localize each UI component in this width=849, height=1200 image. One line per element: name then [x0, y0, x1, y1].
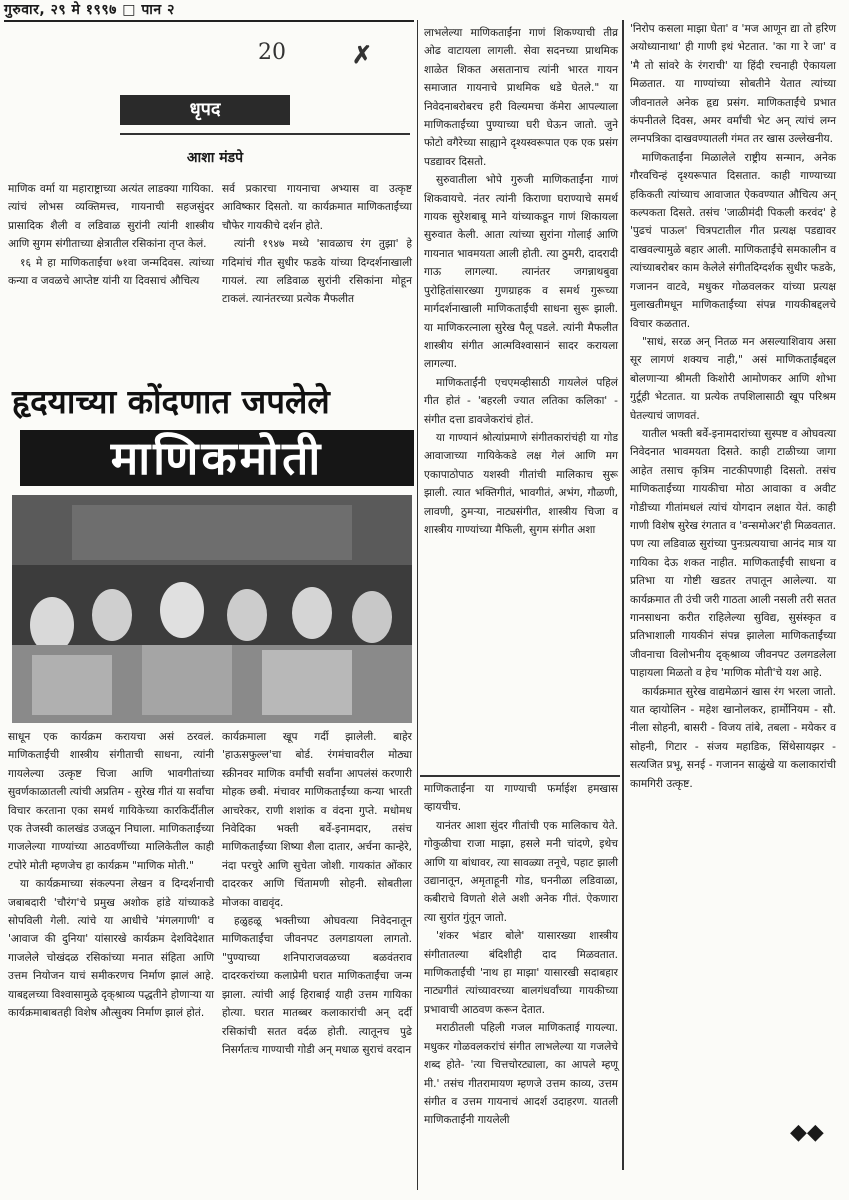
paragraph: हळुहळू भक्तीच्या ओघवत्या निवेदनातून माणिकताईंचा जीवनपट उलगडायला लागतो. "पुण्याच्या शनिपाराजवळच्या बळवंतराव दादरकरांच्या कलाप्रेमी घरात माणिकताईंचा जन्म झाला. त्यांची आई हिराबाई याही उत्तम गायिका होत्या. घरात मातब्बर कलाकारांची अन् दर्दी रसिकांची सतत वर्दळ होती. त्यातूनच पुढे निसर्गतःच गाण्याची गोडी अन् मधाळ सुराचं वरदान [222, 915, 412, 1056]
page-header: गुरुवार, २९ मे १९९७ □ पान २ [4, 0, 414, 22]
paragraph: लाभलेल्या माणिकताईंना गाणं शिकण्याची तीव्र ओढ वाटायला लागली. सेवा सदनच्या प्राथमिक शाळेत शिकत असतानाच त्यांनी भारत गायन समाजात गायनाचे प्राथमिक धडे घेतले." या निवेदनाबरोबरच हरी विल्यमचा कॅमेरा आपल्याला माणिकताईंच्या पुण्याच्या घरी घेऊन जातो. जुने फोटो वगैरेच्या साह्याने दृश्यस्वरूपात एक एक प्रसंग पडद्यावर दिसतो. [424, 27, 618, 168]
paragraph: १६ मे हा माणिकताईंचा ७१वा जन्मदिवस. त्यांच्या कन्या व जवळचे आप्तेष्ट यांनी या दिवसाचं औचित्य [8, 256, 214, 288]
headline-line2: माणिकमोती [20, 430, 414, 486]
column-rule [417, 20, 418, 1190]
rule [120, 133, 410, 135]
paragraph: मराठीतली पहिली गजल माणिकताई गायल्या. मधुकर गोळवलकरांचं संगीत लाभलेल्या या गजलेचे शब्द होते- 'त्या चित्तचोरट्याला, का आपले म्हणू मी.' तसंच गीतरामायण म्हणजे उत्तम काव्य, उत्तम संगीत व उत्तम गायनाचं आदर्श उदाहरण. यातली माणिकताईंनी गायलेली [424, 1022, 618, 1127]
byline: आशा मंडपे [186, 150, 244, 166]
section-rule [420, 775, 620, 777]
paragraph: माणिक वर्मा या महाराष्ट्राच्या अत्यंत लाडक्या गायिका. त्यांचं लोभस व्यक्तिमत्त्व, गायनाची सहजसुंदर प्रासादिक शैली व लडिवाळ सुरांनी त्यांनी शास्त्रीय आणि सुगम संगीताच्या क्षेत्रातील रसिकांना तृप्त केलं. [8, 183, 214, 251]
paragraph: त्यांनी १९४७ मध्ये 'सावळाच रंग तुझा' हे गदिमांचं गीत सुधीर फडके यांच्या दिग्दर्शनाखाली गायलं. त्या लडिवाळ सुरांनी रसिकांना मोहून टाकलं. त्यानंतरच्या प्रत्येक मैफलीत [222, 238, 412, 306]
paragraph: या गाण्यानं श्रोत्यांप्रमाणे संगीतकारांचंही या गोड आवाजाच्या गायिकेकडे लक्ष गेलं आणि मग एकापाठोपाठ यशस्वी गीतांची मालिकाच सुरू झाली. त्यात भक्तिगीतं, भावगीतं, अभंग, गौळणी, लावणी, ठुमऱ्या, नाट्यसंगीत, शास्त्रीय चिजा व शास्त्रीय गाण्यांच्या मैफिली, सुगम संगीत अशा [424, 431, 618, 536]
end-mark: ◆◆ [790, 1120, 824, 1145]
paragraph: या कार्यक्रमाच्या संकल्पना लेखन व दिग्दर्शनाची जबाबदारी 'चौरंग'चे प्रमुख अशोक हांडे यांच्याकडे सोपविली गेली. त्यांचे या आधीचे 'मंगलगाणी' व 'आवाज की दुनिया' यांसारखे कार्यक्रम देशविदेशात गाजलेले चोखंदळ रसिकांच्या मनात संहिता आणि उत्तम नियोजन याचं समीकरणच निर्माण झालं आहे. याबद्दलच्या विश्वासामुळे दृक्‌श्राव्य पद्धतीने होणाऱ्या या कार्यक्रमाबाबतही विशेष औत्सुक्य निर्माण झालं होतं. [8, 878, 214, 1020]
paragraph: यातील भक्ती बर्वे-इनामदारांच्या सुस्पष्ट व ओघवत्या निवेदनात भावमयता दिसते. काही टाळीच्या जागा आहेत तसाच कृत्रिम नाटकीपणाही दिसतो. तसंच माणिकताईंच्या गायकीचा मोठा आवाका व अवीट गोडीच्या गीतांमधलं त्यांचं योगदान लक्षात येतं. काही गाणी विशेष सुरेख रंगतात व 'वन्समोअर'ही मिळवतात. पण त्या लडिवाळ सुरांच्या पुनःप्रत्ययाचा आनंद मात्र या गायिका देऊ शकत नाहीत. माणिकताईंची साधना व प्रतिभा या गोष्टी खडतर तपातून आलेल्या. या कार्यक्रमात ती उंची जरी गाठता आली नसली तरी सतत गानसाधना करीत राहिलेल्या सुविद्य, सुसंस्कृत व प्रतिभाशाली गायकीनं संपन्न झालेला माणिकताईंच्या जीवनाचा विलोभनीय दृक्‌श्राव्य जीवनपट उलगडलेला पाहायला मिळतो व हेच 'माणिक मोती'चे यश आहे. [630, 427, 836, 680]
column-rule [622, 20, 624, 1170]
stage-performance-photo [12, 495, 412, 723]
paragraph: "साधं, सरळ अन् नितळ मन असल्याशिवाय असा सूर लागणं शक्यच नाही," असं माणिकताईंबद्दल बोलणाऱ्या श्रीमती किशोरी आमोणकर आणि शोभा गुर्टूही भेटतात. या प्रत्येक तपशिलासाठी खूप परिश्रम घेतल्याचं जाणवतं. [630, 335, 836, 422]
article-col3 [424, 24, 618, 539]
paragraph: सुरुवातीला भोपे गुरुजी माणिकताईंना गाणं शिकवायचे. नंतर त्यांनी किराणा घराण्याचे समर्थ गायक सुरेशबाबू माने यांच्याकडून गाणं शिकायला सुरुवात केली. आता त्यांच्या सुरांना गोलाई आणि गायनात भावमयता आली होती. त्या ठुमरी, दादरादी गाऊ लागल्या. त्यानंतर जगन्नाथबुवा पुरोहितांसारख्या गुणग्राहक व समर्थ गुरूच्या मार्गदर्शनाखाली माणिकताईंची साधना सुरू झाली. या माणिकरत्नाला सुरेख पैलू पडले. त्यांनी मैफलीत शास्त्रीय संगीत आत्मविश्वासानं सादर करायला लागल्या. [424, 174, 618, 371]
paragraph: माणिकताईंनी एचएमव्हीसाठी गायलेलं पहिलं गीत होतं - 'बहरली ज्यात लतिका कलिका' - संगीत दत्ता डावजेकरांचं होतं. [424, 376, 618, 426]
article-col1-bottom [8, 728, 214, 1023]
article-col3-bottom [424, 780, 618, 1130]
section-label: धृपद [120, 95, 290, 125]
paragraph: 'निरोप कसला माझा घेता' व 'मज आणून द्या तो हरिण अयोध्यानाथा' ही गाणी इथं भेटतात. 'का गा रे जा' व 'मै तो सांवरे के रंगराची' या हिंदी रचनाही ऐकायला मिळतात. या गाण्यांच्या सोबतीने येतात त्यांच्या जीवनातले अनेक हृद्य प्रसंग. माणिकताईंचे प्रभात कंपनीतले दिवस, अमर वर्मांची भेट अन् त्यांचं लग्न लग्नपत्रिका दाखवण्यातली गंमत तर खास उल्लेखनीय. [630, 23, 836, 146]
headline-line1: हृदयाच्या कोंदणात जपलेले [12, 382, 330, 421]
article-col2-bottom [222, 728, 412, 1059]
paragraph: कार्यक्रमाला खूप गर्दी झालेली. बाहेर 'हाऊसफुल्ल'चा बोर्ड. रंगमंचावरील मोठ्या स्क्रीनवर माणिक वर्मांची सर्वांना आपलंसं करणारी मोहक छबी. मंचावर माणिकताईंच्या कन्या भारती आचरेकर, राणी शशांक व वंदना गुप्ते. मधोमध निवेदिका भक्ती बर्वे-इनामदार, तसंच माणिकताईंच्या शिष्या शैला दातार, अर्चना कान्हेरे, नंदा परचुरे आणि सुचेता जोशी. गायकांत ओंकार दादरकर आणि चिंतामणी सोहनी. सोबतीला मोजका वाद्यवृंद. [222, 731, 412, 909]
paragraph: 'शंकर भंडार बोले' यासारख्या शास्त्रीय संगीतातल्या बंदिशीही दाद मिळवतात. माणिकताईंची 'नाथ हा माझा' यासारखी सदाबहार नाट्यगीतं त्यांच्यावरच्या बालगंधर्वांच्या गायकीच्या प्रभावाची आठवण करून देतात. [424, 930, 618, 1016]
paragraph: साधून एक कार्यक्रम करायचा असं ठरवलं. माणिकताईंची शास्त्रीय संगीताची साधना, त्यांनी गायलेल्या उत्कृष्ट चिजा आणि भावगीतांच्या सुवर्णकाळातली त्यांची अप्रतिम - सुरेख गीतं या सर्वांचा विचार करताना एका समर्थ गायिकेच्या कारकिर्दीतील एक तेजस्वी कालखंड उजळून निघाला. माणिकताईंच्या गाजलेल्या गाण्यांच्या आठवणींच्या मालिकेतील काही टपोरे मोती म्हणजेच हा कार्यक्रम "माणिक मोती." [8, 731, 214, 872]
paragraph: माणिकताईंना या गाण्याची फर्माईश हमखास व्हायचीच. [424, 783, 618, 814]
paragraph: सर्व प्रकारचा गायनाचा अभ्यास वा उत्कृष्ट आविष्कार दिसतो. या कार्यक्रमात माणिकताईंच्या चौफेर गायकीचे दर्शन होते. [222, 183, 412, 232]
paragraph: यानंतर आशा सुंदर गीतांची एक मालिकाच येते. गोकुळीचा राजा माझा, हसले मनी चांदणे, इथेच आणि या बांधावर, त्या सावळ्या तनूचे, पहाट झाली उद्यानातून, अमृताहूनी गोड, घननीळा लडिवाळा, कबीराचे विणतो शेले अशी अनेक गीतं. ऐकणारा त्या सुरांत गुंतून जातो. [424, 819, 618, 924]
handwritten-page-number: 20 [258, 40, 286, 65]
paragraph: कार्यक्रमात सुरेख वाद्यमेळानं खास रंग भरला जातो. यात व्हायोलिन - महेश खानोलकर, हार्मोनियम - सौ. नीला सोहनी, बासरी - विजय तांबे, तबला - मयेकर व सोहनी, गिटार - संजय महाडिक, सिंथेसायझर - सत्यजित प्रभू, सनई - गजानन साळुंखे या कलाकारांची कामगिरी उत्कृष्ट. [630, 685, 836, 790]
article-col4 [630, 20, 836, 793]
article-col1-top [8, 180, 214, 290]
paragraph: माणिकताईंना मिळालेले राष्ट्रीय सन्मान, अनेक गौरवचिन्हं दृश्यरूपात दिसतात. काही गाण्याच्या हकिकती त्यांच्याच आवाजात ऐकवण्यात औचित्य अन् कल्पकता दिसते. तसंच 'जाळीमंदी पिकली करवंद' हे 'पुढचं पाऊल' चित्रपटातील गीत प्रत्यक्ष पडद्यावर दाखवल्यामुळे बहार आली. माणिकताईंचे समकालीन व त्यांच्याबरोबर काम केलेले संगीतदिग्दर्शक सुधीर फडके, गजानन वाटवे, मधुकर गोळवलकर यांच्या प्रत्यक्ष मुलाखतीमधून माणिकताईंच्या संपन्न गायकीबद्दलचे विचार कळतात. [630, 151, 836, 330]
article-col2-top [222, 180, 412, 309]
handwritten-mark: ✗ [352, 40, 373, 69]
